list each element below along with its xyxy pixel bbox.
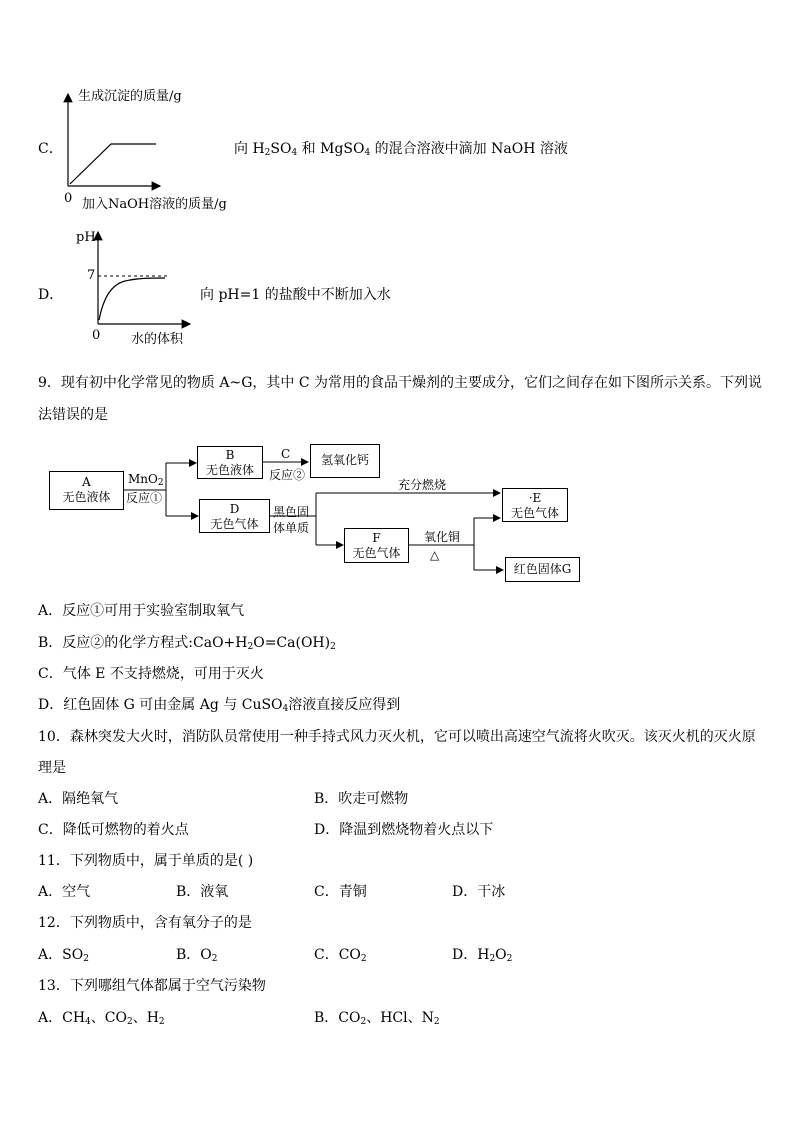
- label-black-solid-line2: 体单质: [273, 521, 310, 535]
- q12-option-c: C．$CO_2$: [314, 947, 367, 964]
- graph-c: [68, 94, 160, 186]
- box-b: B 无色液体: [197, 446, 263, 479]
- q10-stem-line2: 理是: [38, 760, 66, 776]
- q11-option-a: A．空气: [38, 884, 91, 900]
- q11-option-c: C．青铜: [314, 884, 367, 900]
- q10-option-b: B．吹走可燃物: [314, 791, 409, 807]
- q9-stem-line2: 法错误的是: [38, 407, 108, 423]
- graph-d: [98, 232, 190, 324]
- box-a: A 无色液体: [49, 471, 124, 510]
- q13-option-b: B．$CO_2$、HCl、$N_2$: [314, 1010, 440, 1027]
- q13-option-a: A．$CH_4$、$CO_2$、$H_2$: [38, 1010, 165, 1027]
- label-reaction2: 反应②: [269, 468, 306, 482]
- q11-stem: 11．下列物质中，属于单质的是( ): [38, 853, 254, 869]
- q9-option-b: B．反应②的化学方程式$:CaO+H_2O=Ca(OH)_2$: [38, 635, 336, 652]
- box-e: ·E 无色气体: [502, 488, 568, 522]
- label-black-solid-line1: 黑色固: [273, 505, 310, 519]
- q8-option-c-letter: C．: [38, 141, 63, 157]
- q10-option-c: C．降低可燃物的着火点: [38, 822, 189, 838]
- q8-option-d-letter: D．: [38, 287, 64, 303]
- q12-option-b: B．$O_2$: [176, 947, 218, 964]
- q12-option-a: A．$SO_2$: [38, 947, 89, 964]
- q10-option-d: D．降温到燃烧物着火点以下: [314, 822, 494, 838]
- graph-d-origin: 0: [92, 328, 101, 343]
- flow-diagram-lines: [124, 462, 503, 570]
- box-f: F 无色气体: [344, 528, 409, 563]
- graph-c-xlabel: 加入NaOH溶液的质量/g: [82, 197, 227, 212]
- q9-option-c: C．气体 E 不支持燃烧，可用于灭火: [38, 666, 264, 682]
- q10-option-a: A．隔绝氧气: [38, 791, 119, 807]
- q13-stem: 13．下列哪组气体都属于空气污染物: [38, 978, 266, 994]
- box-g: 红色固体G: [505, 557, 580, 582]
- q11-option-d: D．干冰: [452, 884, 506, 900]
- graph-d-ylabel: pH: [76, 230, 96, 245]
- q9-stem-line1: 9．现有初中化学常见的物质 A~G，其中 C 为常用的食品干燥剂的主要成分，它们之间存在如下图所示关系。下列说: [38, 375, 762, 391]
- label-full-combustion: 充分燃烧: [398, 478, 447, 492]
- label-heat: △: [430, 548, 440, 562]
- label-reaction1: 反应①: [126, 491, 163, 505]
- graph-d-xlabel: 水的体积: [131, 332, 184, 347]
- label-c: C: [281, 447, 291, 461]
- q9-option-d: D．红色固体 G 可由金属 Ag 与 CuSO$_4$溶液直接反应得到: [38, 697, 401, 714]
- q8-option-c-description: 向 $H_2SO_4$ 和 MgSO$_4$ 的混合溶液中滴加 NaOH 溶液: [234, 141, 568, 158]
- q8-option-d-description: 向 pH=1 的盐酸中不断加入水: [200, 287, 391, 303]
- box-d: D 无色气体: [199, 499, 270, 533]
- label-copper-oxide: 氧化铜: [424, 530, 461, 544]
- q12-option-d: D．$H_2O_2$: [452, 947, 513, 964]
- graph-d-tick-7: 7: [87, 268, 96, 283]
- graph-c-ylabel: 生成沉淀的质量/g: [78, 89, 182, 104]
- box-calcium-hydroxide: 氢氧化钙: [310, 444, 380, 478]
- q9-option-a: A．反应①可用于实验室制取氧气: [38, 603, 245, 619]
- q12-stem: 12．下列物质中，含有氧分子的是: [38, 915, 252, 931]
- q11-option-b: B．液氧: [176, 884, 229, 900]
- q10-stem-line1: 10．森林突发大火时，消防队员常使用一种手持式风力灭火机，它可以喷出高速空气流将火吹灭。该灭火机的灭火原: [38, 729, 756, 745]
- label-mno2: MnO$_2$: [128, 472, 164, 488]
- graph-c-origin: 0: [64, 191, 73, 206]
